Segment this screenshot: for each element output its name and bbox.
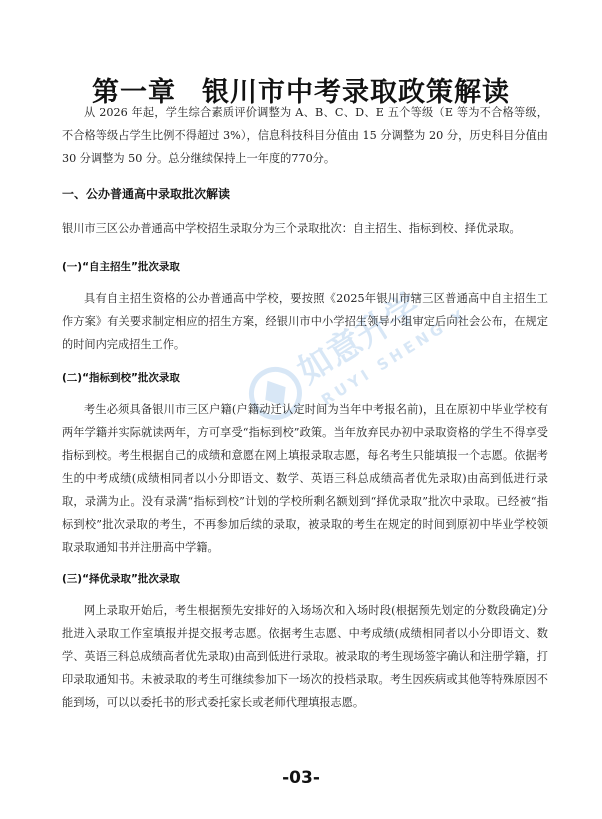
subsection-heading-3: (三)“择优录取”批次录取 xyxy=(62,573,180,585)
chapter-name: 银川市中考录取政策解读 xyxy=(202,77,510,108)
svg-text:如意升学: 如意升学 xyxy=(290,285,428,392)
subsection-heading-1: (一)“自主招生”批次录取 xyxy=(62,261,180,273)
subsection-paragraph-1: 具有自主招生资格的公办普通高中学校，要按照《2025年银川市辖三区普通高中自主招生工作方案》有关要求制定相应的招生方案，经银川市中小学招生领导小组审定后向社会公布，在规定的时间内完成招生工作。 xyxy=(62,292,548,351)
section-summary: 银川市三区公办普通高中学校招生录取分为三个录取批次：自主招生、指标到校、择优录取。 xyxy=(62,222,521,235)
intro-paragraph: 从 2026 年起，学生综合素质评价调整为 A、B、C、D、E 五个等级（E 等为不合格等级，不合格等级占学生比例不得超过 3%），信息科技科目分值由 15 分调整为 20 分，历史科目分值由 30 分调整为 50 分。总分继续保持上一年度的770分。 xyxy=(62,106,548,165)
subsection-heading-2: (二)“指标到校”批次录取 xyxy=(62,372,180,384)
page-number: -03- xyxy=(282,768,320,788)
section-heading: 一、公办普通高中录取批次解读 xyxy=(62,187,231,201)
svg-text:RUYI SHENG XUE: RUYI SHENG XUE xyxy=(318,288,465,410)
subsection-paragraph-3: 网上录取开始后，考生根据预先安排好的入场场次和入场时段(根据预先划定的分数段确定)分批进入录取工作室填报并提交报考志愿。依据考生志愿、中考成绩(成绩相同者以小分即语文、数学、英语三科总成绩高者优先录取)由高到低进行录取。被录取的考生现场签字确认和注册学籍，打印录取通知书。未被录取的考生可继续参加下一场次的投档录取。考生因疾病或其他等特殊原因不能到场，可以以委托书的形式委托家长或老师代理填报志愿。 xyxy=(62,604,548,709)
chapter-number: 第一章 xyxy=(92,77,176,108)
subsection-paragraph-2: 考生必须具备银川市三区户籍(户籍动迁认定时间为当年中考报名前)，且在原初中毕业学校有两年学籍并实际就读两年，方可享受“指标到校”政策。当年放弃民办初中录取资格的学生不得享受指标到校。考生根据自己的成绩和意愿在网上填报录取志愿，每名考生只能填报一个志愿。依据考生的中考成绩(成绩相同者以小分即语文、数学、英语三科总成绩高者优先录取)由高到低进行录取，录满为止。没有录满“指标到校”计划的学校所剩名额划到“择优录取”批次中录取。已经被“指标到校”批次录取的考生，不再参加后续的录取，被录取的考生在规定的时间到原初中毕业学校领取录取通知书并注册高中学籍。 xyxy=(62,403,548,554)
